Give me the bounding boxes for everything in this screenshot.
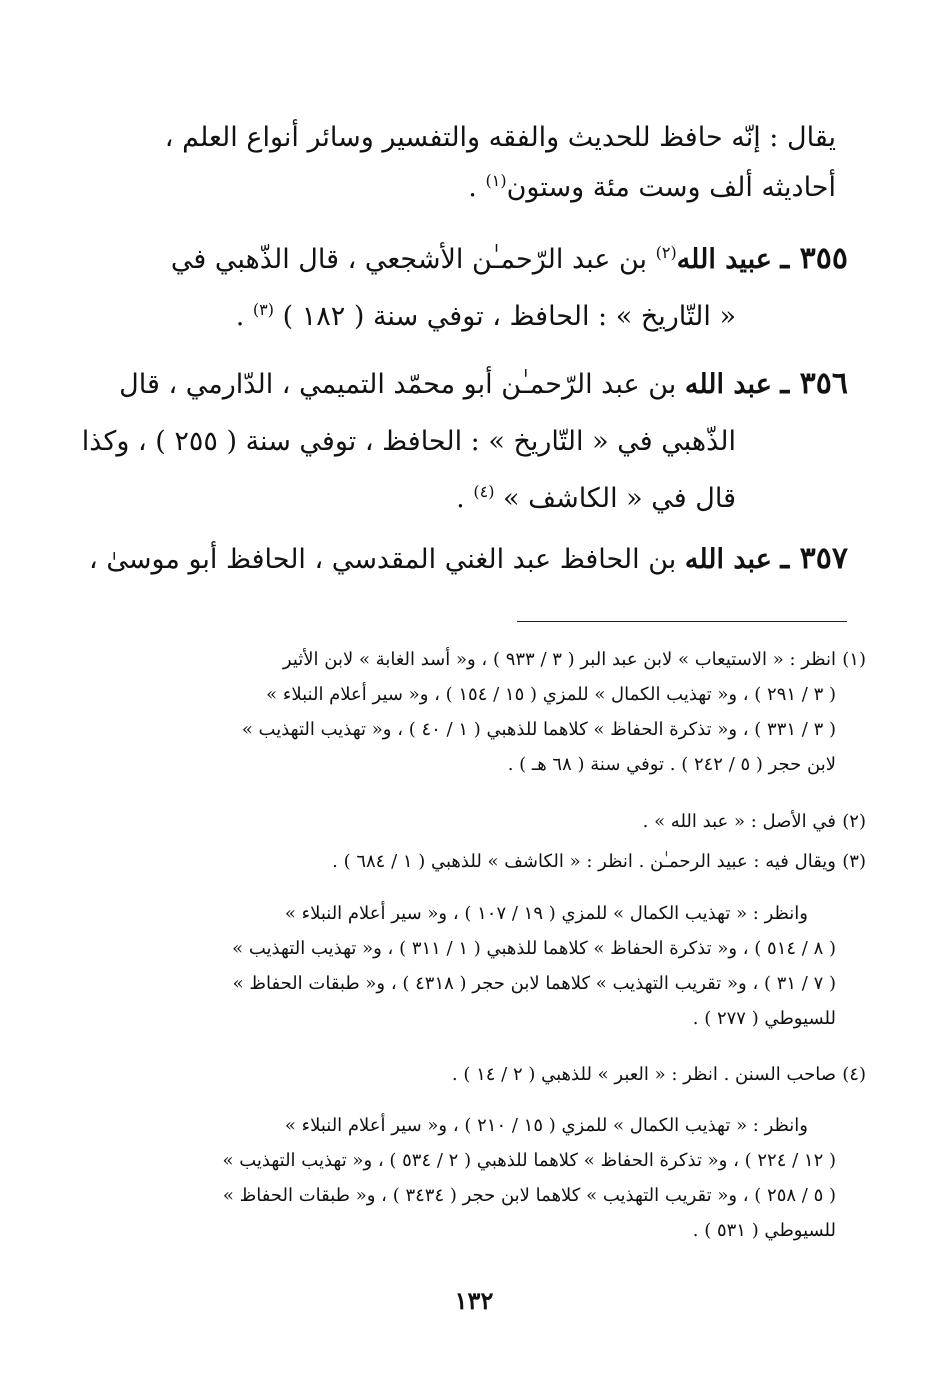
footnote-marker: (٢) <box>842 811 866 832</box>
entry-text: . <box>456 483 474 514</box>
entry-number: ٣٥٧ ـ <box>780 541 848 576</box>
entry-name: عبيد الله <box>676 244 772 275</box>
entry-number: ٣٥٥ ـ <box>780 241 848 276</box>
footnote-ref[interactable]: (٤) <box>473 482 495 501</box>
entry-text: قال في « الكاشف » <box>503 483 736 514</box>
footnote-3-continuation <box>96 896 836 1036</box>
footnote-line: انظر : « الاستيعاب » لابن عبد البر ( ٣ / ٩٣٣ ) ، و« أسد الغابة » لابن الأثير <box>282 649 836 670</box>
entry-text: . <box>235 301 253 332</box>
entry-line <box>96 230 848 288</box>
footnote-line: للسيوطي ( ٢٧٧ ) . <box>692 1008 836 1029</box>
footnote-2 <box>96 804 866 839</box>
footnote-separator <box>517 621 847 622</box>
entry-357 <box>89 530 848 588</box>
footnote-marker: (٣) <box>842 851 866 872</box>
footnote-line: ( ٧ / ٣١ ) ، و« تقريب التهذيب » كلاهما لابن حجر ( ٤٣١٨ ) ، و« طبقات الحفاظ » <box>232 973 836 994</box>
entry-text: بن عبد الرّحمـٰن الأشجعي ، قال الذّهبي في <box>170 244 656 275</box>
entry-text: بن عبد الرّحمـٰن أبو محمّد التميمي ، الدّارمي ، قال <box>119 369 685 400</box>
entry-text: « التّاريخ » : الحافظ ، توفي سنة ( ١٨٢ ) <box>282 301 736 332</box>
footnote-4 <box>96 1057 866 1092</box>
footnote-3 <box>96 844 866 879</box>
footnote-line: وانظر : « تهذيب الكمال » للمزي ( ١٩ / ١٠٧ ) ، و« سير أعلام النبلاء » <box>284 903 808 924</box>
intro-paragraph <box>96 113 836 213</box>
entry-355 <box>96 230 848 345</box>
page-number: ١٣٢ <box>454 1286 494 1315</box>
footnote-line: ( ٣ / ٢٩١ ) ، و« تهذيب الكمال » للمزي ( ١٥ / ١٥٤ ) ، و« سير أعلام النبلاء » <box>266 684 836 705</box>
entry-name: عبد الله <box>684 369 772 400</box>
footnote-line: ( ٨ / ٥١٤ ) ، و« تذكرة الحفاظ » كلاهما للذهبي ( ١ / ٣١١ ) ، و« تهذيب التهذيب » <box>232 938 836 959</box>
footnote-line: لابن حجر ( ٥ / ٢٤٢ ) . توفي سنة ( ٦٨ هـ ) . <box>507 754 836 775</box>
footnote-marker: (١) <box>842 649 866 670</box>
entry-line <box>96 288 848 345</box>
entry-356 <box>81 355 848 527</box>
footnote-ref[interactable]: (٣) <box>252 300 275 319</box>
intro-line: يقال : إنّه حافظ للحديث والفقه والتفسير وسائر أنواع العلم ، <box>164 122 836 153</box>
footnote-line: في الأصل : « عبد الله » . <box>642 811 836 832</box>
footnote-line: ويقال فيه : عبيد الرحمـٰن . انظر : « الكاشف » للذهبي ( ١ / ٦٨٤ ) . <box>332 851 836 872</box>
footnote-line: ( ١٢ / ٢٢٤ ) ، و« تذكرة الحفاظ » كلاهما للذهبي ( ٢ / ٥٣٤ ) ، و« تهذيب التهذيب » <box>222 1150 836 1171</box>
entry-number: ٣٥٦ ـ <box>780 366 848 401</box>
footnote-line: للسيوطي ( ٥٣١ ) . <box>692 1220 836 1241</box>
footnote-line: ( ٥ / ٢٥٨ ) ، و« تقريب التهذيب » كلاهما لابن حجر ( ٣٤٣٤ ) ، و« طبقات الحفاظ » <box>222 1185 836 1206</box>
entry-text: بن الحافظ عبد الغني المقدسي ، الحافظ أبو موسىٰ ، <box>89 544 685 575</box>
footnote-line: صاحب السنن . انظر : « العبر » للذهبي ( ٢ / ١٤ ) . <box>451 1064 836 1085</box>
intro-line <box>96 163 836 213</box>
intro-text: أحاديثه ألف وست مئة وستون <box>506 172 836 203</box>
footnote-1 <box>96 642 866 782</box>
footnote-ref[interactable]: (١) <box>485 171 507 190</box>
entry-line <box>96 355 848 413</box>
footnote-line: ( ٣ / ٣٣١ ) ، و« تذكرة الحفاظ » كلاهما للذهبي ( ١ / ٤٠ ) ، و« تهذيب التهذيب » <box>241 719 836 740</box>
entry-line: الذّهبي في « التّاريخ » : الحافظ ، توفي سنة ( ٢٥٥ ) ، وكذا <box>81 426 736 457</box>
footnote-4-continuation <box>96 1108 836 1248</box>
footnote-line: وانظر : « تهذيب الكمال » للمزي ( ١٥ / ٢١٠ ) ، و« سير أعلام النبلاء » <box>284 1115 808 1136</box>
entry-line <box>89 530 848 588</box>
footnote-ref[interactable]: (٢) <box>655 243 677 262</box>
footnote-marker: (٤) <box>842 1064 866 1085</box>
intro-text: . <box>468 172 486 203</box>
entry-name: عبد الله <box>684 544 772 575</box>
entry-line <box>96 470 848 527</box>
